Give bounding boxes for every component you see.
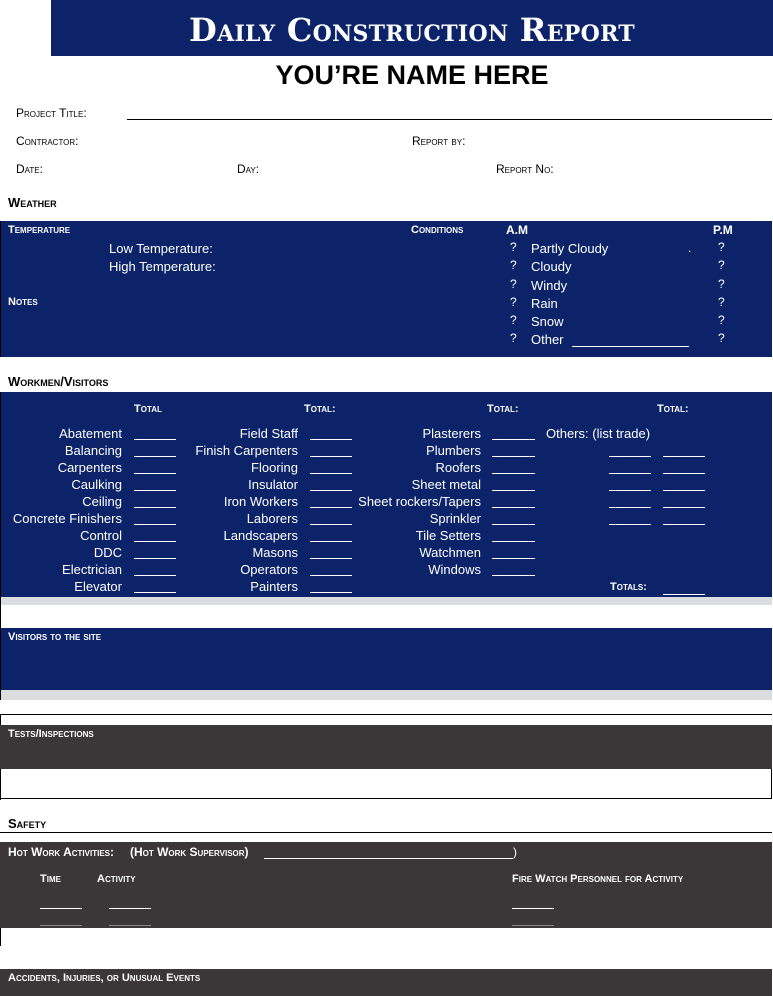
trade-label: Field Staff <box>239 426 298 441</box>
other-trade-field[interactable] <box>609 490 651 491</box>
trade-total-field[interactable] <box>492 541 535 542</box>
pm-checkbox[interactable]: ? <box>718 313 725 327</box>
trade-total-field[interactable] <box>310 592 352 593</box>
tests-heading: Tests/Inspections <box>8 728 94 740</box>
trade-label: Carpenters <box>57 460 122 475</box>
temperature-label: Temperature <box>8 224 71 236</box>
contractor-label: Contractor: <box>16 134 79 148</box>
workmen-panel-footer <box>0 597 772 605</box>
trade-label: Balancing <box>64 443 122 458</box>
trade-label: Caulking <box>71 477 122 492</box>
other-condition-field[interactable] <box>572 346 689 347</box>
trade-total-field[interactable] <box>492 524 535 525</box>
other-trade-field[interactable] <box>609 524 651 525</box>
high-temp-label: High Temperature: <box>109 259 216 274</box>
hot-work-panel <box>0 842 772 928</box>
weather-heading: Weather <box>8 195 57 210</box>
fire-watch-header: Fire Watch Personnel for Activity <box>512 873 684 885</box>
date-label: Date: <box>16 162 43 176</box>
conditions-label: Conditions <box>411 224 464 236</box>
report-title: Daily Construction Report <box>189 11 635 49</box>
trade-total-field[interactable] <box>492 439 535 440</box>
hot-work-label: Hot Work Activities: <box>8 845 114 859</box>
am-label: A.M <box>506 223 528 237</box>
trade-label: Sheet metal <box>411 477 481 492</box>
trade-label: Plasterers <box>422 426 481 441</box>
pm-label: P.M <box>713 223 733 237</box>
fire-watch-field-2[interactable] <box>512 925 554 926</box>
tests-panel <box>0 725 772 769</box>
trade-label: Windows <box>428 562 481 577</box>
time-header: Time <box>40 873 61 885</box>
fire-watch-field[interactable] <box>512 908 554 909</box>
activity-field-2[interactable] <box>109 925 151 926</box>
trade-label: Concrete Finishers <box>12 511 122 526</box>
low-temp-label: Low Temperature: <box>109 241 213 256</box>
trade-total-field[interactable] <box>492 473 535 474</box>
hot-work-supervisor-field[interactable] <box>264 858 513 859</box>
others-label: Others: (list trade) <box>546 426 651 441</box>
close-paren: ) <box>513 845 517 859</box>
safety-heading: Safety <box>8 816 47 831</box>
activity-field[interactable] <box>109 908 151 909</box>
hot-work-supervisor-label: (Hot Work Supervisor) <box>130 845 249 859</box>
totals-label: Totals: <box>610 581 647 593</box>
project-title-field[interactable] <box>127 119 772 120</box>
trade-label: Masons <box>252 545 298 560</box>
condition-label: Other <box>531 332 564 347</box>
pm-checkbox[interactable]: ? <box>718 295 725 309</box>
am-checkbox[interactable]: ? <box>510 240 517 254</box>
visitors-panel-footer <box>0 690 772 700</box>
total-header-4: Total: <box>657 403 689 415</box>
grand-total-field[interactable] <box>663 594 705 595</box>
total-header-3: Total: <box>487 403 519 415</box>
trade-label: Finish Carpenters <box>195 443 298 458</box>
accidents-heading: Accidents, Injuries, or Unusual Events <box>8 972 201 984</box>
trade-label: Insulator <box>248 477 298 492</box>
separator-dot: . <box>688 241 692 255</box>
condition-label: Snow <box>531 314 564 329</box>
trade-label: Plumbers <box>426 443 481 458</box>
other-trade-field[interactable] <box>609 456 651 457</box>
notes-label: Notes <box>8 296 38 308</box>
trade-total-field[interactable] <box>492 490 535 491</box>
condition-label: Cloudy <box>531 259 572 274</box>
project-title-label: Project Title: <box>16 106 87 120</box>
trade-label: Sprinkler <box>429 511 481 526</box>
total-header-2: Total: <box>304 403 336 415</box>
trade-total-field[interactable] <box>492 507 535 508</box>
visitors-panel <box>0 628 772 690</box>
am-checkbox[interactable]: ? <box>510 277 517 291</box>
trade-label: DDC <box>93 545 122 560</box>
trade-label: Ceiling <box>82 494 122 509</box>
pm-checkbox[interactable]: ? <box>718 331 725 345</box>
am-checkbox[interactable]: ? <box>510 313 517 327</box>
visitors-heading: Visitors to the site <box>8 631 102 643</box>
am-checkbox[interactable]: ? <box>510 258 517 272</box>
other-trade-field[interactable] <box>609 507 651 508</box>
other-total-field[interactable] <box>663 456 705 457</box>
trade-label: Laborers <box>246 511 298 526</box>
condition-label: Rain <box>531 296 558 311</box>
pm-checkbox[interactable]: ? <box>718 277 725 291</box>
total-header-1: Total <box>134 403 162 415</box>
trade-label: Roofers <box>435 460 481 475</box>
trade-label: Iron Workers <box>223 494 298 509</box>
trade-label: Control <box>80 528 122 543</box>
am-checkbox[interactable]: ? <box>510 295 517 309</box>
report-by-label: Report by: <box>412 134 466 148</box>
other-total-field[interactable] <box>663 524 705 525</box>
pm-checkbox[interactable]: ? <box>718 258 725 272</box>
other-trade-field[interactable] <box>609 473 651 474</box>
other-total-field[interactable] <box>663 490 705 491</box>
trade-label: Electrician <box>62 562 122 577</box>
condition-label: Partly Cloudy <box>531 241 609 256</box>
divider <box>0 832 772 833</box>
report-no-label: Report No: <box>496 162 554 176</box>
am-checkbox[interactable]: ? <box>510 331 517 345</box>
trade-label: Abatement <box>59 426 122 441</box>
trade-label: Watchmen <box>419 545 481 560</box>
time-field-2[interactable] <box>40 925 82 926</box>
divider <box>0 714 772 715</box>
other-total-field[interactable] <box>663 473 705 474</box>
time-field[interactable] <box>40 908 82 909</box>
day-label: Day: <box>237 162 260 176</box>
left-border <box>0 605 1 630</box>
tests-entry-area[interactable] <box>0 769 772 799</box>
pm-checkbox[interactable]: ? <box>718 240 725 254</box>
other-total-field[interactable] <box>663 507 705 508</box>
trade-total-field[interactable] <box>492 456 535 457</box>
trade-label: Landscapers <box>223 528 298 543</box>
trade-total-field[interactable] <box>492 575 535 576</box>
left-border <box>0 928 1 946</box>
trade-label: Sheet rockers/Tapers <box>358 494 481 509</box>
activity-header: Activity <box>97 873 136 885</box>
trade-label: Tile Setters <box>415 528 481 543</box>
trade-label: Elevator <box>74 579 122 594</box>
company-name: YOU’RE NAME HERE <box>275 60 549 90</box>
trade-label: Operators <box>240 562 298 577</box>
trade-label: Flooring <box>251 460 298 475</box>
trade-total-field[interactable] <box>492 558 535 559</box>
trade-label: Painters <box>250 579 298 594</box>
condition-label: Windy <box>531 278 568 293</box>
workmen-heading: Workmen/Visitors <box>8 374 109 389</box>
